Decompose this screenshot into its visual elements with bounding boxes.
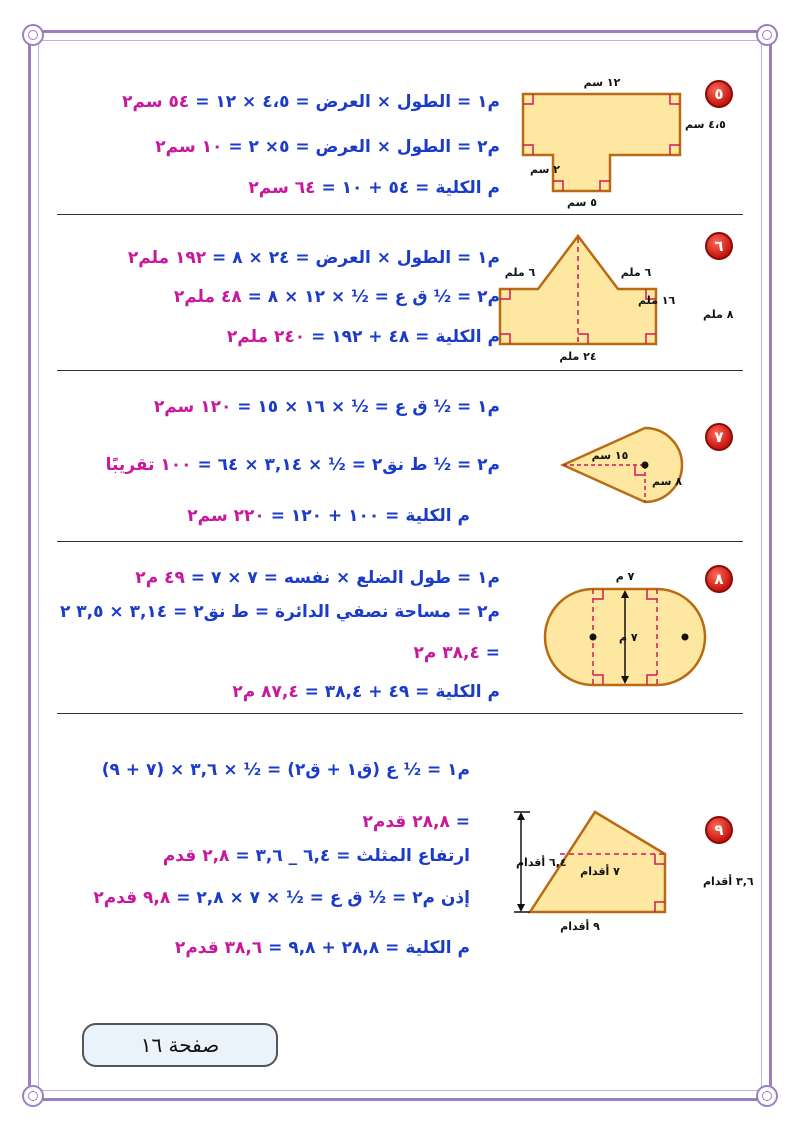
page-number-label: صفحة ١٦ (82, 1023, 278, 1067)
solution-line (163, 846, 470, 866)
result-text: ٤٨ ملم٢ (173, 287, 242, 307)
dimension-label: ٦ ملم (504, 266, 536, 279)
dimension-label: ٧ م (615, 570, 635, 583)
equation-text: م٢ = ½ ط نق٢ = ½ × ٣,١٤ × ٦٤ = (197, 455, 500, 475)
figure-problem-9 (470, 800, 754, 940)
solution-line (413, 643, 500, 663)
dimension-label: ٧ أقدام (580, 865, 620, 878)
equation-text: م١ = طول الضلع × نفسه = ٧ × ٧ = (190, 568, 500, 588)
solution-line (128, 248, 500, 268)
solution-line (227, 327, 500, 347)
corner-ornament-bottom-left (22, 1085, 44, 1107)
equation-text: م الكلية = ٤٨ + ١٩٢ = (311, 327, 500, 347)
result-text: ٨٧,٤ م٢ (232, 682, 299, 702)
dimension-label: ١٦ ملم (638, 294, 676, 307)
solution-line (60, 602, 500, 622)
equation-text: = (485, 643, 500, 663)
dimension-label: ٧ م (619, 631, 638, 644)
dimension-label: ٩ أقدام (560, 920, 600, 933)
result-text: ١٠٠ تقريبًا (105, 455, 192, 475)
equation-text: م الكلية = ٤٩ + ٣٨,٤ = (304, 682, 500, 702)
corner-ornament-top-left (22, 24, 44, 46)
separator-2 (57, 370, 743, 371)
dimension-label: ١٥ سم (591, 449, 629, 462)
corner-ornament-bottom-right (756, 1085, 778, 1107)
result-text: ١٠ سم٢ (155, 137, 223, 157)
result-text: ٢٤٠ ملم٢ (226, 327, 306, 347)
figure-problem-6 (490, 228, 734, 368)
separator-1 (57, 214, 743, 215)
equation-text: م٢ = الطول × العرض = ٥× ٢ = (228, 137, 500, 157)
dimension-label: ٤،٥ سم (685, 118, 726, 131)
separator-4 (57, 713, 743, 714)
equation-text: م١ = الطول × العرض = ٤،٥ × ١٢ = (195, 92, 500, 112)
result-text: ٢,٨ قدم (162, 846, 230, 866)
result-text: ٤٩ م٢ (135, 568, 185, 588)
dimension-label: ٢ سم (530, 163, 560, 176)
solution-line (106, 455, 500, 475)
dimension-label: ٥ سم (567, 196, 597, 209)
equation-text: = (455, 812, 470, 832)
solution-line (363, 812, 471, 832)
solution-line (93, 888, 470, 908)
result-text: ٥٤ سم٢ (122, 92, 190, 112)
problem-number-badge: ٦ (705, 232, 733, 260)
solution-line (155, 137, 500, 157)
dimension-label: ٦,٤ أقدام (516, 856, 567, 869)
equation-text: م١ = ½ ق ع = ½ × ١٦ × ١٥ = (237, 397, 500, 417)
result-text: ٣٨,٤ م٢ (413, 643, 480, 663)
dimension-label: ٨ سم (652, 475, 682, 488)
problem-number-badge: ٩ (705, 816, 733, 844)
solution-line (248, 178, 500, 198)
figure-problem-8 (545, 562, 710, 687)
result-text: ٢٢٠ سم٢ (187, 506, 265, 526)
equation-text: إذن م٢ = ½ ق ع = ½ × ٧ × ٢,٨ = (176, 888, 470, 908)
separator-3 (57, 541, 743, 542)
problem-number-badge: ٧ (705, 423, 733, 451)
result-text: ١٢٠ سم٢ (153, 397, 232, 417)
dimension-label: ١٢ سم (583, 76, 621, 89)
equation-text: م٢ = مساحة نصفي الدائرة = ط نق٢ = ٣,١٤ × ٣,٥ ٢ (59, 602, 500, 622)
result-text: ٩,٨ قدم٢ (93, 888, 171, 908)
result-text: ٣٨,٦ قدم٢ (174, 938, 263, 958)
figure-problem-7 (555, 415, 705, 515)
solution-line (154, 397, 500, 417)
solution-line (232, 682, 500, 702)
dimension-label: ٢٤ ملم (559, 350, 597, 363)
result-text: ٦٤ سم٢ (248, 178, 316, 198)
solution-line (175, 938, 470, 958)
solution-line (135, 568, 500, 588)
equation-text: م الكلية = ٢٨,٨ + ٩,٨ = (268, 938, 470, 958)
problem-number-badge: ٨ (705, 565, 733, 593)
dimension-label: ٦ ملم (620, 266, 652, 279)
solution-line (174, 287, 500, 307)
solution-line (187, 506, 470, 526)
problem-number-badge: ٥ (705, 80, 733, 108)
result-text: ١٩٢ ملم٢ (127, 248, 207, 268)
equation-text: م الكلية = ١٠٠ + ١٢٠ = (270, 506, 470, 526)
solution-line (102, 760, 470, 780)
equation-text: م٢ = ½ ق ع = ½ × ١٢ × ٨ = (247, 287, 500, 307)
equation-text: ارتفاع المثلث = ٦,٤ _ ٣,٦ = (235, 846, 470, 866)
solution-line (122, 92, 500, 112)
dimension-label: ٣,٦ أقدام (703, 875, 754, 888)
dimension-label: ٨ ملم (703, 308, 734, 321)
equation-text: م١ = الطول × العرض = ٢٤ × ٨ = (212, 248, 500, 268)
equation-text: م١ = ½ ع (ق١ + ق٢) = ½ × ٣,٦ × (٧ + ٩) (101, 760, 470, 780)
corner-ornament-top-right (756, 24, 778, 46)
equation-text: م الكلية = ٥٤ + ١٠ = (321, 178, 500, 198)
figure-problem-5 (505, 68, 726, 209)
result-text: ٢٨,٨ قدم٢ (362, 812, 450, 832)
